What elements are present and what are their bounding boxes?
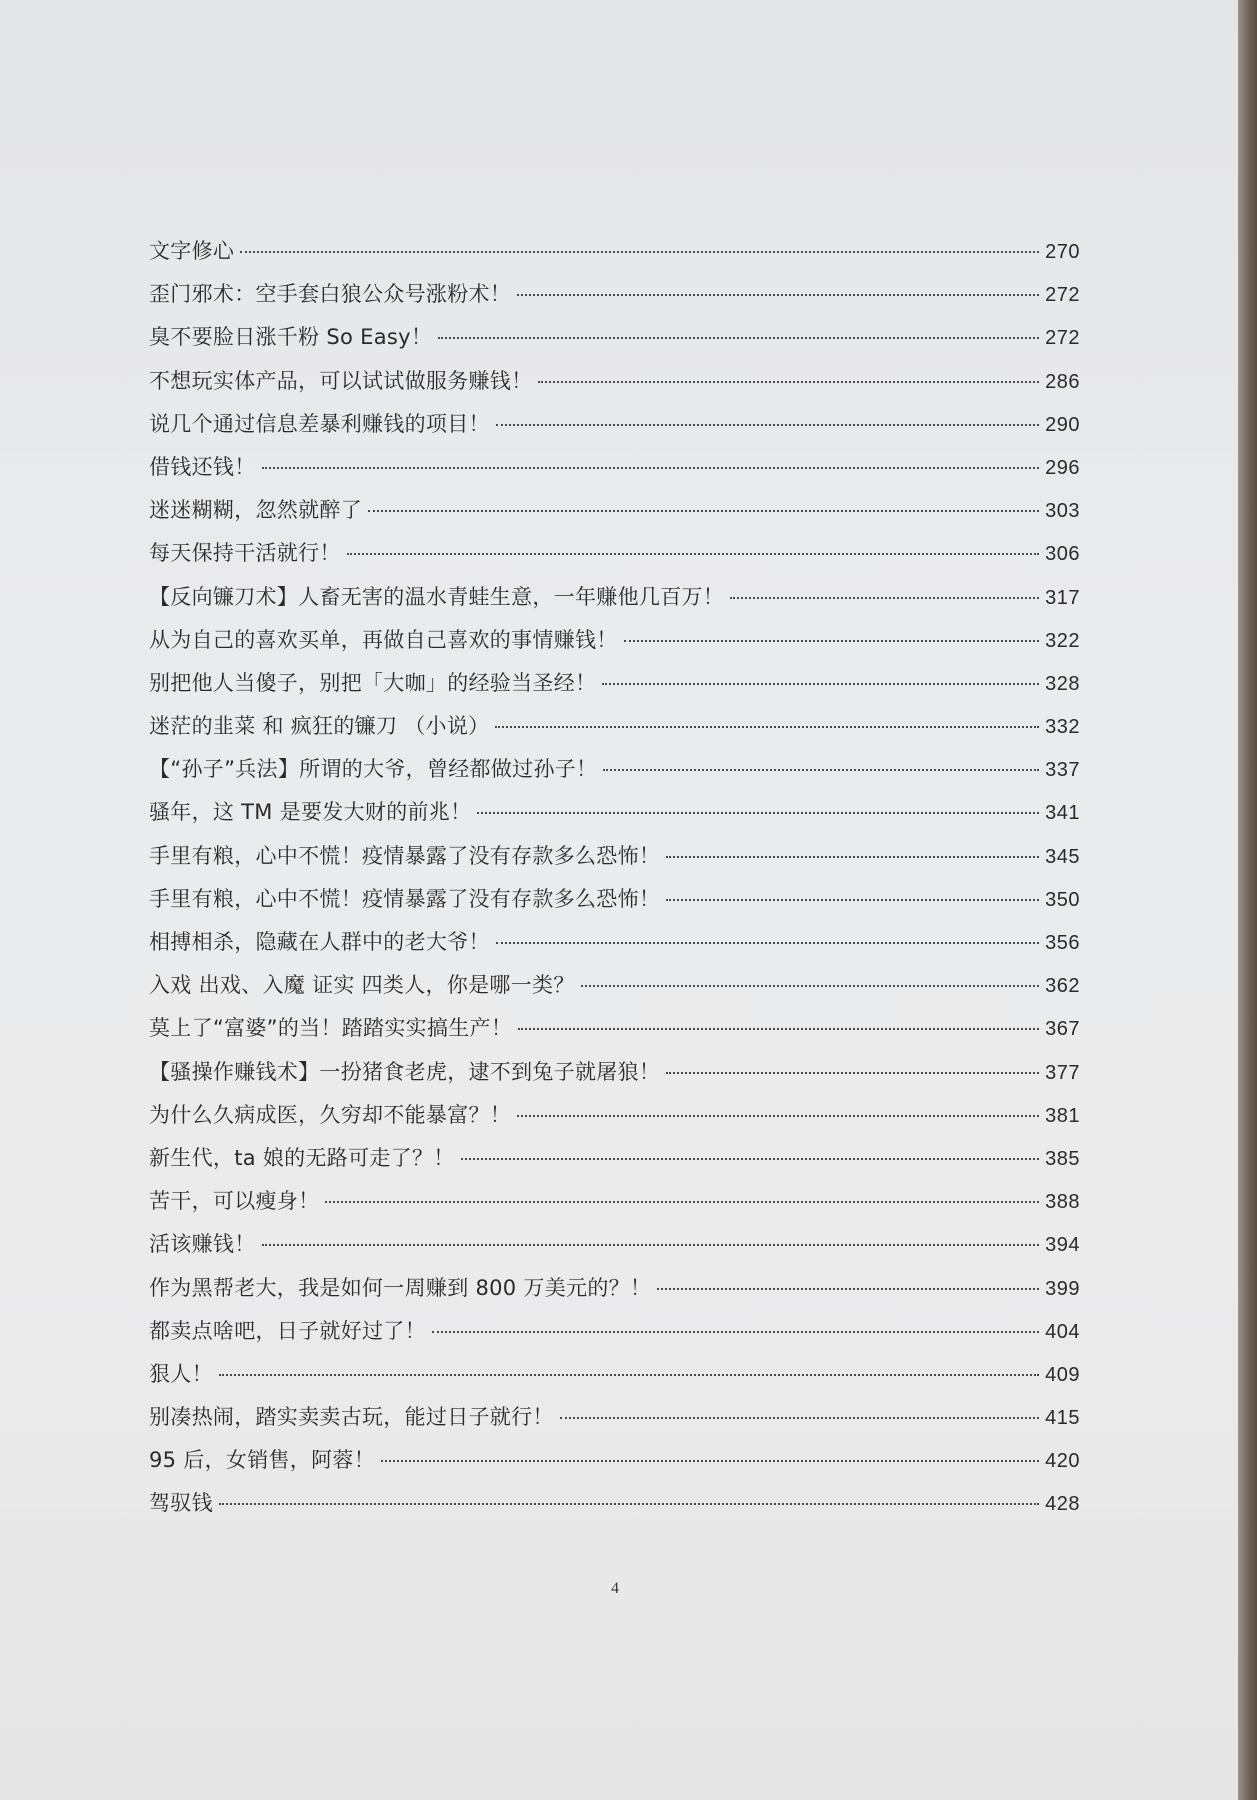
toc-entry-title: 手里有粮，心中不慌！疫情暴露了没有存款多么恐怖！ bbox=[149, 843, 661, 868]
toc-entry-page: 296 bbox=[1045, 456, 1080, 479]
dot-leader bbox=[666, 1072, 1039, 1074]
toc-entry-title: 莫上了“富婆”的当！踏踏实实搞生产！ bbox=[149, 1016, 513, 1041]
toc-entry[interactable] bbox=[149, 1396, 1080, 1439]
toc-entry-title: 借钱还钱！ bbox=[149, 454, 256, 479]
toc-entry-page: 356 bbox=[1045, 932, 1080, 954]
toc-entry[interactable] bbox=[149, 273, 1080, 316]
toc-entry-title: 苦干，可以瘦身！ bbox=[149, 1189, 320, 1214]
toc-entry[interactable] bbox=[149, 446, 1080, 489]
toc-entry-title: 狠人！ bbox=[149, 1361, 213, 1386]
dot-leader bbox=[666, 899, 1039, 901]
dot-leader bbox=[602, 683, 1039, 685]
toc-entry-page: 409 bbox=[1045, 1363, 1080, 1386]
toc-entry[interactable] bbox=[149, 662, 1080, 705]
toc-entry-page: 332 bbox=[1045, 716, 1080, 739]
dot-leader bbox=[657, 1288, 1039, 1290]
toc-entry-page: 303 bbox=[1045, 500, 1080, 523]
dot-leader bbox=[560, 1417, 1039, 1419]
toc-entry-title: 【“孙子”兵法】所谓的大爷，曾经都做过孙子！ bbox=[149, 757, 598, 782]
toc-entry-page: 272 bbox=[1045, 284, 1080, 307]
toc-entry-page: 306 bbox=[1045, 543, 1080, 566]
toc-entry[interactable] bbox=[149, 1223, 1080, 1266]
toc-entry[interactable] bbox=[149, 964, 1080, 1007]
page-number: 4 bbox=[611, 1580, 619, 1597]
toc-entry-page: 345 bbox=[1045, 845, 1080, 868]
toc-entry-title: 骚年，这 TM 是要发大财的前兆！ bbox=[149, 800, 472, 825]
toc-entry-title: 新生代，ta 娘的无路可走了？！ bbox=[149, 1145, 455, 1170]
toc-entry[interactable] bbox=[149, 1137, 1080, 1180]
toc-entry-title: 迷茫的韭菜 和 疯狂的镰刀 （小说） bbox=[149, 714, 490, 739]
toc-entry[interactable] bbox=[149, 403, 1080, 446]
toc-entry-title: 每天保持干活就行！ bbox=[149, 541, 341, 566]
toc-entry-title: 活该赚钱！ bbox=[149, 1232, 256, 1257]
toc-entry[interactable] bbox=[149, 705, 1080, 748]
dot-leader bbox=[496, 942, 1039, 944]
toc-entry-title: 手里有粮，心中不慌！疫情暴露了没有存款多么恐怖！ bbox=[149, 886, 661, 911]
toc-entry[interactable] bbox=[149, 230, 1080, 273]
dot-leader bbox=[262, 1244, 1040, 1246]
toc-entry[interactable] bbox=[149, 921, 1080, 964]
toc-entry-page: 290 bbox=[1045, 413, 1080, 436]
page-edge-shadow bbox=[1238, 0, 1257, 1800]
toc-entry-title: 不想玩实体产品，可以试试做服务赚钱！ bbox=[149, 368, 533, 393]
toc-entry[interactable] bbox=[149, 1310, 1080, 1353]
toc-entry-title: 驾驭钱 bbox=[149, 1491, 213, 1516]
toc-entry-title: 都卖点啥吧，日子就好过了！ bbox=[149, 1318, 426, 1343]
toc-entry-page: 286 bbox=[1045, 370, 1080, 393]
dot-leader bbox=[432, 1331, 1039, 1333]
dot-leader bbox=[477, 812, 1039, 814]
toc-entry-title: 作为黑帮老大，我是如何一周赚到 800 万美元的？！ bbox=[149, 1275, 652, 1300]
toc-entry-title: 别把他人当傻子，别把「大咖」的经验当圣经！ bbox=[149, 670, 597, 695]
toc-entry-title: 为什么久病成医，久穷却不能暴富？！ bbox=[149, 1102, 512, 1127]
toc-entry[interactable] bbox=[149, 835, 1080, 878]
toc-entry-title: 入戏 出戏、入魔 证实 四类人，你是哪一类？ bbox=[149, 973, 575, 998]
toc-entry-page: 394 bbox=[1045, 1234, 1080, 1257]
toc-entry-page: 317 bbox=[1045, 586, 1080, 609]
toc-entry-page: 322 bbox=[1045, 629, 1080, 652]
dot-leader bbox=[581, 985, 1040, 987]
dot-leader bbox=[262, 467, 1040, 469]
toc-entry[interactable] bbox=[149, 576, 1080, 619]
dot-leader bbox=[666, 856, 1039, 858]
dot-leader bbox=[368, 510, 1039, 512]
toc-entry-page: 337 bbox=[1045, 759, 1080, 782]
toc-entry[interactable] bbox=[149, 878, 1080, 921]
toc-entry-title: 95 后，女销售，阿蓉！ bbox=[149, 1448, 375, 1473]
dot-leader bbox=[496, 424, 1039, 426]
toc-entry-page: 404 bbox=[1045, 1320, 1080, 1343]
toc-entry-page: 362 bbox=[1045, 975, 1080, 998]
toc-entry-title: 歪门邪术：空手套白狼公众号涨粉术！ bbox=[149, 282, 512, 307]
dot-leader bbox=[603, 769, 1039, 771]
toc-entry[interactable] bbox=[149, 1353, 1080, 1396]
toc-entry-page: 328 bbox=[1045, 672, 1080, 695]
toc-entry-page: 420 bbox=[1045, 1450, 1080, 1473]
dot-leader bbox=[325, 1201, 1039, 1203]
dot-leader bbox=[219, 1374, 1039, 1376]
dot-leader bbox=[624, 640, 1040, 642]
toc-entry-page: 367 bbox=[1045, 1018, 1080, 1041]
toc-entry[interactable] bbox=[149, 1180, 1080, 1223]
dot-leader bbox=[240, 251, 1039, 253]
toc-entry-page: 381 bbox=[1045, 1104, 1080, 1127]
toc-entry[interactable] bbox=[149, 1094, 1080, 1137]
toc-entry[interactable] bbox=[149, 1482, 1080, 1525]
toc-entry-page: 350 bbox=[1045, 888, 1080, 911]
toc-entry-page: 388 bbox=[1045, 1191, 1080, 1214]
table-of-contents bbox=[149, 230, 1080, 1526]
toc-entry[interactable] bbox=[149, 532, 1080, 575]
toc-entry-title: 文字修心 bbox=[149, 239, 235, 263]
dot-leader bbox=[538, 381, 1039, 383]
toc-entry-page: 428 bbox=[1045, 1493, 1080, 1516]
dot-leader bbox=[381, 1460, 1039, 1462]
toc-entry-page: 341 bbox=[1045, 802, 1080, 825]
toc-entry-title: 【反向镰刀术】人畜无害的温水青蛙生意，一年赚他几百万！ bbox=[149, 584, 725, 609]
dot-leader bbox=[730, 597, 1039, 599]
toc-entry-title: 相搏相杀，隐藏在人群中的老大爷！ bbox=[149, 930, 490, 954]
dot-leader bbox=[461, 1158, 1040, 1160]
toc-entry[interactable] bbox=[149, 1267, 1080, 1310]
toc-entry[interactable] bbox=[149, 1051, 1080, 1094]
toc-entry[interactable] bbox=[149, 791, 1080, 834]
dot-leader bbox=[219, 1503, 1039, 1505]
toc-entry[interactable] bbox=[149, 1439, 1080, 1482]
toc-entry[interactable] bbox=[149, 619, 1080, 662]
toc-entry[interactable] bbox=[149, 316, 1080, 359]
toc-entry-page: 385 bbox=[1045, 1147, 1080, 1170]
dot-leader bbox=[517, 1115, 1039, 1117]
dot-leader bbox=[517, 294, 1039, 296]
toc-entry-page: 415 bbox=[1045, 1407, 1080, 1430]
toc-entry-title: 别凑热闹，踏实卖卖古玩，能过日子就行！ bbox=[149, 1405, 554, 1430]
dot-leader bbox=[495, 726, 1039, 728]
toc-entry-title: 臭不要脸日涨千粉 So Easy！ bbox=[149, 325, 433, 350]
toc-entry[interactable] bbox=[149, 489, 1080, 532]
toc-entry-title: 从为自己的喜欢买单，再做自己喜欢的事情赚钱！ bbox=[149, 627, 618, 652]
dot-leader bbox=[518, 1028, 1039, 1030]
toc-entry-page: 377 bbox=[1045, 1061, 1080, 1084]
dot-leader bbox=[438, 337, 1039, 339]
toc-entry-page: 270 bbox=[1045, 241, 1080, 263]
dot-leader bbox=[347, 553, 1039, 555]
toc-entry[interactable] bbox=[149, 1007, 1080, 1050]
toc-entry-title: 迷迷糊糊，忽然就醉了 bbox=[149, 498, 362, 523]
toc-entry-title: 【骚操作赚钱术】一扮猪食老虎，逮不到兔子就屠狼！ bbox=[149, 1059, 661, 1084]
toc-entry-page: 399 bbox=[1045, 1277, 1080, 1300]
toc-entry-title: 说几个通过信息差暴利赚钱的项目！ bbox=[149, 411, 490, 436]
toc-entry[interactable] bbox=[149, 360, 1080, 403]
toc-entry-page: 272 bbox=[1045, 327, 1080, 350]
toc-entry[interactable] bbox=[149, 748, 1080, 791]
